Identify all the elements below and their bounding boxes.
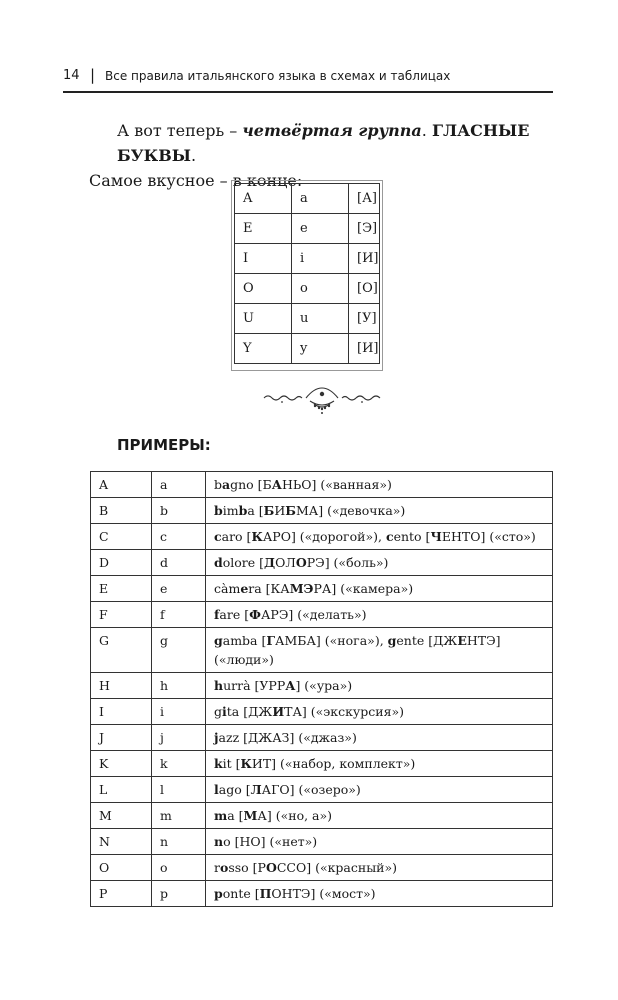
example-fragment: ente [ДЖ	[396, 633, 458, 648]
example-row	[91, 803, 553, 829]
running-header	[63, 66, 553, 88]
example-upper: P	[91, 881, 152, 907]
vowel-upper: Y	[235, 334, 292, 364]
vowel-lower: a	[292, 184, 349, 214]
intro-line-1	[89, 118, 559, 168]
example-fragment: НТЭ] («люди»)	[214, 633, 501, 667]
example-lower: j	[152, 725, 206, 751]
example-highlight: К	[251, 529, 263, 544]
example-upper: I	[91, 699, 152, 725]
example-row	[91, 498, 553, 524]
example-highlight: Ч	[430, 529, 442, 544]
example-text	[206, 602, 553, 628]
example-fragment: АРЭ] («делать»)	[260, 607, 367, 622]
example-text	[206, 751, 553, 777]
vowel-lower: i	[292, 244, 349, 274]
vowel-row	[235, 334, 380, 364]
example-highlight: g	[387, 633, 397, 648]
example-highlight: i	[222, 704, 227, 719]
example-lower: d	[152, 550, 206, 576]
vowel-upper: E	[235, 214, 292, 244]
header-separator: |	[90, 66, 96, 84]
example-text	[206, 550, 553, 576]
example-highlight: Э	[303, 581, 314, 596]
example-lower: c	[152, 524, 206, 550]
example-row	[91, 829, 553, 855]
vowel-lower: u	[292, 304, 349, 334]
example-text	[206, 498, 553, 524]
example-fragment: it [	[222, 756, 241, 771]
example-row	[91, 881, 553, 907]
example-highlight: Б	[285, 503, 296, 518]
example-fragment: onte [	[222, 886, 260, 901]
example-fragment: sso [Р	[228, 860, 266, 875]
example-row	[91, 855, 553, 881]
example-highlight: m	[214, 808, 228, 823]
example-highlight: h	[214, 678, 224, 693]
example-fragment: ОНТЭ] («мост»)	[271, 886, 376, 901]
vowel-sound: [И]	[349, 334, 380, 364]
example-highlight: Ф	[249, 607, 261, 622]
example-fragment: càm	[214, 581, 241, 596]
example-upper: O	[91, 855, 152, 881]
example-fragment: А] («но, а»)	[257, 808, 333, 823]
example-fragment: a [	[247, 503, 264, 518]
example-fragment: b	[214, 477, 223, 492]
example-row	[91, 602, 553, 628]
example-lower: o	[152, 855, 206, 881]
vowel-upper: U	[235, 304, 292, 334]
vowels-table	[234, 183, 380, 364]
example-row	[91, 524, 553, 550]
vowel-lower: e	[292, 214, 349, 244]
example-highlight: o	[219, 860, 229, 875]
example-fragment: urrà [УРР	[223, 678, 286, 693]
example-row	[91, 699, 553, 725]
example-highlight: А	[285, 678, 296, 693]
example-fragment: НЬО] («ванная»)	[281, 477, 392, 492]
example-highlight: d	[214, 555, 223, 570]
example-lower: i	[152, 699, 206, 725]
example-highlight: О	[265, 860, 277, 875]
vowel-row	[235, 214, 380, 244]
example-highlight: Д	[264, 555, 276, 570]
example-fragment: gno [Б	[230, 477, 272, 492]
vowel-sound: [А]	[349, 184, 380, 214]
example-highlight: М	[243, 808, 258, 823]
example-fragment: ento [	[393, 529, 431, 544]
header-rule	[63, 91, 553, 93]
example-upper: A	[91, 472, 152, 498]
example-text	[206, 829, 553, 855]
example-lower: g	[152, 628, 206, 673]
example-fragment: АГО] («озеро»)	[261, 782, 361, 797]
example-fragment: ra [КА	[248, 581, 290, 596]
example-upper: G	[91, 628, 152, 673]
vowel-sound: [У]	[349, 304, 380, 334]
example-fragment: aro [	[221, 529, 252, 544]
example-row	[91, 751, 553, 777]
example-fragment: ago [	[218, 782, 251, 797]
vowel-sound: [Э]	[349, 214, 380, 244]
example-lower: h	[152, 673, 206, 699]
example-row	[91, 550, 553, 576]
example-fragment: АРО] («дорогой»),	[262, 529, 386, 544]
vowel-upper: O	[235, 274, 292, 304]
examples-title: ПРИМЕРЫ:	[117, 436, 211, 454]
vowel-upper: A	[235, 184, 292, 214]
example-fragment: r	[214, 860, 220, 875]
intro-text: .	[190, 146, 197, 165]
page-number: 14	[63, 68, 80, 83]
vowel-row	[235, 274, 380, 304]
book-title: Все правила итальянского языка в схемах и таблицах	[105, 69, 451, 83]
example-fragment: РА] («камера»)	[313, 581, 414, 596]
example-fragment: МА] («девочка»)	[295, 503, 406, 518]
example-fragment: im	[222, 503, 239, 518]
example-lower: n	[152, 829, 206, 855]
example-highlight: И	[272, 704, 285, 719]
intro-text: .	[421, 121, 432, 140]
example-fragment: are [	[219, 607, 250, 622]
example-highlight: a	[222, 477, 231, 492]
vowel-sound: [О]	[349, 274, 380, 304]
example-fragment: a [	[227, 808, 244, 823]
example-highlight: Г	[266, 633, 276, 648]
example-highlight: Б	[263, 503, 275, 518]
example-highlight: f	[214, 607, 220, 622]
example-highlight: l	[214, 782, 219, 797]
example-fragment: РЭ] («боль»)	[306, 555, 389, 570]
intro-group: четвёртая группа	[242, 121, 422, 140]
example-fragment: ОЛ	[275, 555, 296, 570]
example-highlight: b	[214, 503, 223, 518]
example-fragment: olore [	[222, 555, 265, 570]
example-lower: k	[152, 751, 206, 777]
example-text	[206, 673, 553, 699]
example-text	[206, 472, 553, 498]
example-highlight: n	[214, 834, 224, 849]
example-upper: H	[91, 673, 152, 699]
example-fragment: ИТ] («набор, комплект»)	[251, 756, 416, 771]
example-fragment: o [НО] («нет»)	[223, 834, 318, 849]
example-upper: E	[91, 576, 152, 602]
example-text	[206, 777, 553, 803]
example-highlight: П	[259, 886, 272, 901]
example-fragment: azz [ДЖАЗ] («джаз»)	[218, 730, 357, 745]
intro-vowels: ГЛАСНЫЕ БУКВЫ	[117, 121, 530, 165]
example-upper: M	[91, 803, 152, 829]
example-text	[206, 803, 553, 829]
example-lower: m	[152, 803, 206, 829]
example-text	[206, 524, 553, 550]
example-lower: p	[152, 881, 206, 907]
example-fragment: ССО] («красный»)	[276, 860, 397, 875]
example-fragment: ТА] («экскурсия»)	[284, 704, 405, 719]
example-lower: b	[152, 498, 206, 524]
example-fragment: ] («ура»)	[295, 678, 353, 693]
vowel-lower: y	[292, 334, 349, 364]
example-highlight: c	[214, 529, 222, 544]
example-text	[206, 699, 553, 725]
example-upper: L	[91, 777, 152, 803]
example-upper: N	[91, 829, 152, 855]
example-fragment: amba [	[222, 633, 267, 648]
example-highlight: c	[385, 529, 394, 544]
example-fragment: g	[214, 704, 223, 719]
example-lower: e	[152, 576, 206, 602]
example-row	[91, 576, 553, 602]
example-upper: D	[91, 550, 152, 576]
example-text	[206, 855, 553, 881]
example-row	[91, 673, 553, 699]
vowel-row	[235, 304, 380, 334]
vowel-upper: I	[235, 244, 292, 274]
example-text	[206, 628, 553, 673]
vowel-sound: [И]	[349, 244, 380, 274]
intro-line-2: Самое вкусное – в конце:	[89, 171, 303, 190]
example-row	[91, 777, 553, 803]
examples-table	[90, 471, 553, 907]
example-highlight: А	[271, 477, 282, 492]
example-highlight: g	[214, 633, 223, 648]
example-row	[91, 628, 553, 673]
example-highlight: Е	[457, 633, 467, 648]
example-highlight: М	[289, 581, 304, 596]
example-row	[91, 472, 553, 498]
example-highlight: e	[240, 581, 249, 596]
example-text	[206, 725, 553, 751]
example-fragment: ЕНТО] («сто»)	[441, 529, 536, 544]
example-lower: f	[152, 602, 206, 628]
example-upper: C	[91, 524, 152, 550]
example-highlight: k	[214, 756, 223, 771]
example-fragment: И	[274, 503, 286, 518]
example-highlight: j	[214, 730, 219, 745]
example-fragment: ta [ДЖ	[226, 704, 273, 719]
vowel-lower: o	[292, 274, 349, 304]
example-highlight: p	[214, 886, 223, 901]
example-lower: a	[152, 472, 206, 498]
vowel-row	[235, 184, 380, 214]
intro-text: А вот теперь –	[117, 121, 243, 140]
example-text	[206, 881, 553, 907]
ornament-divider	[262, 386, 382, 416]
example-upper: K	[91, 751, 152, 777]
example-highlight: К	[240, 756, 252, 771]
example-highlight: b	[238, 503, 248, 518]
example-text	[206, 576, 553, 602]
example-row	[91, 725, 553, 751]
example-upper: F	[91, 602, 152, 628]
example-upper: J	[91, 725, 152, 751]
example-fragment: АМБА] («нога»),	[275, 633, 388, 648]
vowel-row	[235, 244, 380, 274]
example-lower: l	[152, 777, 206, 803]
example-highlight: О	[295, 555, 307, 570]
example-highlight: Л	[250, 782, 262, 797]
example-upper: B	[91, 498, 152, 524]
